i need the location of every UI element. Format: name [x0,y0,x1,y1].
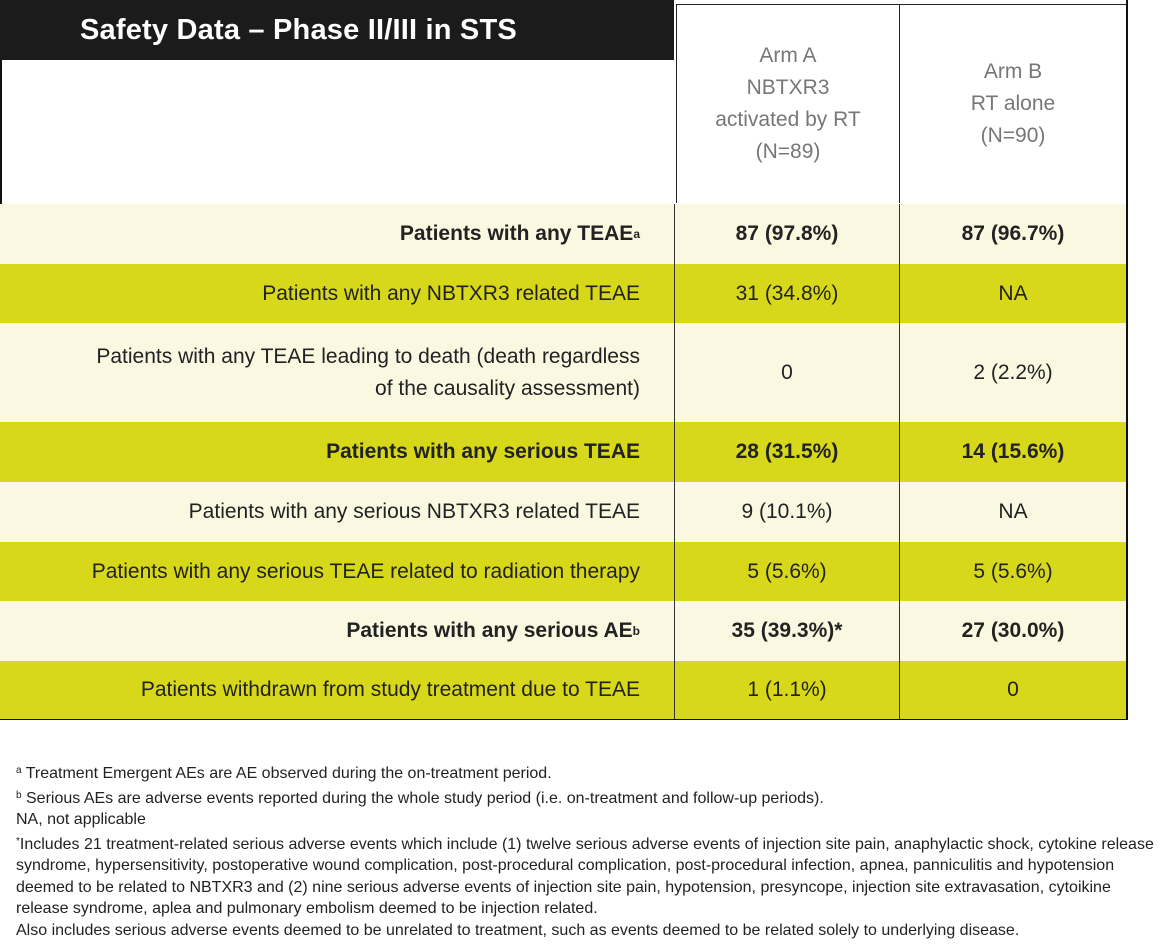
arm-a-value: 1 (1.1%) [674,661,900,719]
page-title: Safety Data – Phase II/III in STS [80,14,517,46]
table-row [0,601,1126,661]
arm-b-value: 27 (30.0%) [961,619,1065,642]
arm-a-value: 87 (97.8%) [674,204,900,264]
arm-a-value: 31 (34.8%) [674,264,900,323]
arm-b-value: 87 (96.7%) [961,222,1065,245]
arm-b-n: (N=90) [980,124,1046,147]
arm-a-n: (N=89) [755,140,821,163]
arm-b-value: NA [998,500,1028,523]
footnote-star: *Includes 21 treatment-related serious adverse events which include (1) twelve serious adverse events of injection site pain, anaphylactic shock, cytokine release syndrome, hypersensitivity, postoperative wound complication, post-procedural complication, post-procedural infection, apnea, panniculitis and hypotension deemed to be related to NBTXR3 and (2) nine serious adverse events of injection site pain, hypotension, presyncope, injection site extravasation, cytoikine release syndrome, aplea and pulmonary embolism deemed to be injection related. [16,835,1154,917]
row-label: Patients withdrawn from study treatment due to TEAE [140,678,640,701]
row-label: Patients with any NBTXR3 related TEAE [262,281,640,305]
footnote-na: NA, not applicable [16,811,146,828]
table-row [0,661,1126,719]
arm-a-desc: activated by RT [715,108,861,131]
row-label: Patients with any TEAE a [399,222,640,245]
row-label: Patients with any serious NBTXR3 related TEAE [188,500,640,523]
footnote-b: $^b$ Serious AEs are adverse events reported during the whole study period (i.e. on-treatment and follow-up periods). [16,789,824,807]
table-row [0,542,1126,601]
column-header-arm-b [900,4,1126,203]
arm-b-value: 0 [1007,678,1019,701]
arm-b-value: 14 (15.6%) [961,440,1065,463]
arm-a-drug: NBTXR3 [746,76,830,99]
row-label: Patients with any serious TEAE related to radiation therapy [91,559,640,583]
arm-a-name: Arm A [759,44,817,67]
column-header-arm-a [676,4,900,203]
arm-a-value: 9 (10.1%) [674,482,900,542]
footnote-a: $^a$ Treatment Emergent AEs are AE observed during the on-treatment period. [16,765,552,782]
row-label: Patients with any serious AE b [346,619,640,642]
arm-a-value: 28 (31.5%) [674,422,900,482]
table-row [0,422,1126,482]
arm-b-value: 2 (2.2%) [973,360,1053,384]
row-label: Patients with any serious TEAE [326,440,640,463]
arm-b-value: NA [998,281,1028,305]
arm-a-value: 5 (5.6%) [674,542,900,601]
arm-b-value: 5 (5.6%) [973,559,1053,583]
arm-b-name: Arm B [983,60,1043,83]
table-row [0,482,1126,542]
row-label: Patients with any TEAE leading to death (death regardless of the causality assessment) [96,344,640,400]
table-row [0,204,1126,264]
arm-a-value: 35 (39.3%)* [674,601,900,661]
title-bar [0,0,674,60]
table-row [0,264,1126,323]
table-body [0,204,1126,719]
footnotes [16,760,1166,941]
table-row [0,323,1126,422]
arm-a-value: 0 [674,323,900,422]
arm-b-desc: RT alone [970,92,1056,115]
footnote-also: Also includes serious adverse events deemed to be unrelated to treatment, such as events deemed to be related solely to underlying disease. [16,921,1020,939]
